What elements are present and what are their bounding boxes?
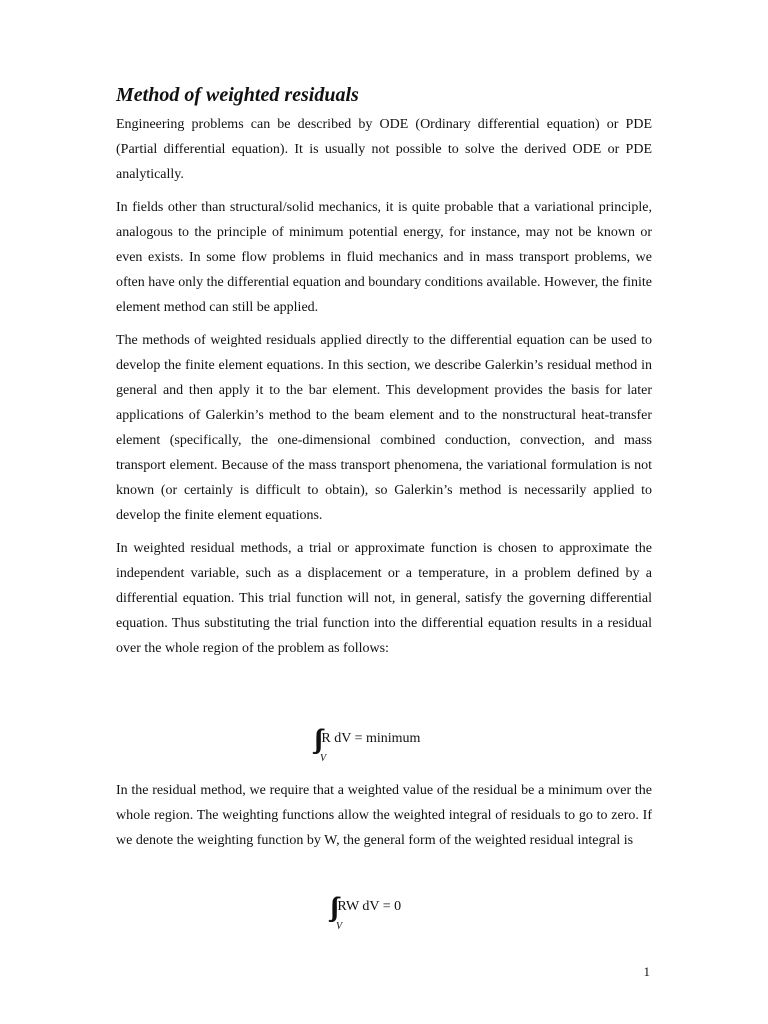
equation-2 <box>330 892 402 932</box>
equation-1 <box>314 724 421 764</box>
equation-2-expression: RW dV = 0 <box>337 899 402 914</box>
paragraph-4: In weighted residual methods, a trial or approximate function is chosen to approximate the independent variable, such as a displacement or a temperature, in a problem defined by a differential equation. This trial function will not, in general, satisfy the governing differential equation. Thus substituting the trial function into the differential equation results in a residual over the whole region of the problem as follows: <box>116 541 652 656</box>
triple-integral-symbol: ∫∫∫ V <box>330 892 343 932</box>
paragraph-1: Engineering problems can be described by ODE (Ordinary differential equation) or PDE (Partial differential equation). It is usually not possible to solve the derived ODE or PDE analytically. <box>116 117 652 182</box>
page-number: 1 <box>643 964 650 979</box>
text-block-2 <box>116 778 652 861</box>
document-title: Method of weighted residuals <box>116 84 359 106</box>
paragraph-2: In fields other than structural/solid mechanics, it is quite probable that a variational principle, analogous to the principle of minimum potential energy, for instance, may not be known or even exists. In some flow problems in fluid mechanics and in mass transport problems, we often have only the differential equation and boundary conditions available. However, the finite element method can still be applied. <box>116 200 652 315</box>
text-block-1 <box>116 112 652 669</box>
paragraph-5: In the residual method, we require that a weighted value of the residual be a minimum over the whole region. The weighting functions allow the weighted integral of residuals to go to zero. If we denote the weighting function by W, the general form of the weighted residual integral is <box>116 783 652 848</box>
integral-subscript: V <box>336 921 343 932</box>
integral-subscript: V <box>320 753 327 764</box>
equation-1-expression: R dV = minimum <box>321 731 421 746</box>
paragraph-3: The methods of weighted residuals applied directly to the differential equation can be used to develop the finite element equations. In this section, we describe Galerkin’s residual method in general and then apply it to the bar element. This development provides the basis for later applications of Galerkin’s method to the beam element and to the nonstructural heat-transfer element (specifically, the one-dimensional combined conduction, convection, and mass transport element. Because of the mass transport phenomena, the variational formulation is not known (or certainly is difficult to obtain), so Galerkin’s method is necessarily applied to develop the finite element equations. <box>116 333 652 523</box>
triple-integral-symbol: ∫∫∫ V <box>314 724 327 764</box>
